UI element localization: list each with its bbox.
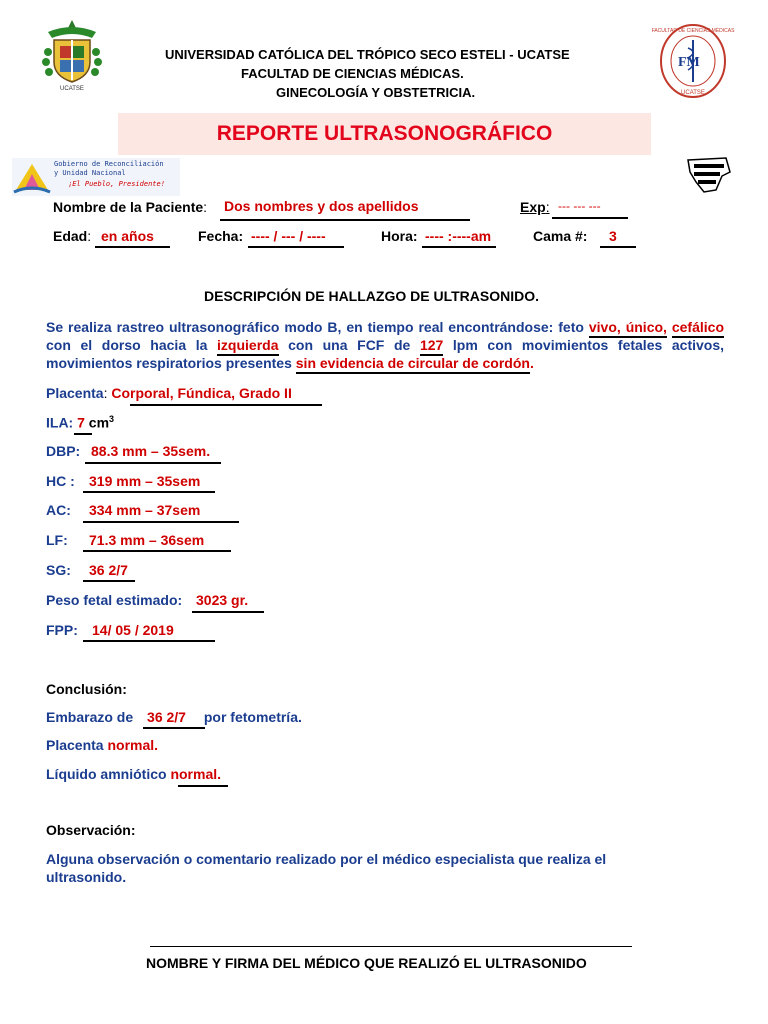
findings-paragraph: Se realiza rastreo ultrasonográfico modo B, en tiempo real encontrándose: feto vivo, único, cefálico con el dorso hacia la izquierda con una FCF de 127 lpm con movimientos fetales activos, movimientos respiratorios presentes sin evidencia de circular de cordón. [46, 318, 724, 372]
conclusion-gestation-value: 36 2/7 [147, 709, 186, 725]
dbp-underline [85, 462, 221, 464]
fpp-value[interactable]: 14/ 05 / 2019 [92, 622, 174, 638]
cord-status: sin evidencia de circular de cordón [296, 355, 530, 374]
fetal-presentation: cefálico [672, 319, 724, 338]
fetus-status: vivo, único, [589, 319, 667, 338]
observation-heading: Observación: [46, 822, 136, 838]
sg-underline [83, 580, 135, 582]
time-label: Hora: [381, 228, 418, 244]
placenta-row: Placenta: Corporal, Fúndica, Grado II [46, 385, 292, 401]
time-value[interactable]: ---- :----am [425, 228, 492, 244]
dbp-value[interactable]: 88.3 mm – 35sem. [91, 443, 211, 459]
ac-label: AC: [46, 502, 71, 518]
date-underline [248, 246, 344, 248]
conclusion-placenta: Placenta normal. [46, 737, 159, 753]
placenta-underline [130, 404, 322, 406]
svg-text:FM: FM [678, 55, 700, 70]
signature-caption: NOMBRE Y FIRMA DEL MÉDICO QUE REALIZÓ EL ULTRASONIDO [146, 955, 587, 971]
lf-underline [83, 550, 231, 552]
date-label: Fecha: [198, 228, 244, 244]
exp-label: Exp: [520, 199, 550, 215]
age-underline [95, 246, 170, 248]
sg-label: SG: [46, 562, 71, 578]
department-name: GINECOLOGÍA Y OBSTETRICIA. [276, 85, 476, 100]
ila-value: 7 [77, 414, 85, 431]
patient-name-value[interactable]: Dos nombres y dos apellidos [224, 198, 419, 214]
faculty-name: FACULTAD DE CIENCIAS MÉDICAS. [241, 66, 464, 81]
lf-label: LF: [46, 532, 68, 548]
lf-value[interactable]: 71.3 mm – 36sem [89, 532, 205, 548]
conclusion-fluid-underline [178, 785, 228, 787]
conclusion-placenta-value: normal [107, 737, 155, 753]
bed-label: Cama #: [533, 228, 588, 244]
conclusion-fluid-value: normal [170, 766, 218, 782]
university-name: UNIVERSIDAD CATÓLICA DEL TRÓPICO SECO ESTELI - UCATSE [165, 47, 570, 62]
hc-underline [83, 491, 215, 493]
ac-underline [83, 521, 239, 523]
fcf-value: 127 [420, 337, 443, 356]
faculty-medicine-logo [651, 22, 735, 100]
age-value[interactable]: en años [101, 228, 154, 244]
patient-name-underline [220, 219, 470, 221]
conclusion-gestation: Embarazo de 36 2/7 por fetometría. [46, 709, 302, 725]
fetal-weight-value[interactable]: 3023 gr. [196, 592, 249, 608]
sg-value[interactable]: 36 2/7 [89, 562, 128, 578]
fpp-underline [83, 640, 215, 642]
findings-heading: DESCRIPCIÓN DE HALLAZGO DE ULTRASONIDO. [204, 288, 539, 304]
conclusion-gestation-underline [143, 727, 205, 729]
date-value[interactable]: ---- / --- / ---- [251, 228, 326, 244]
government-logo: Gobierno de Reconciliación y Unidad Nacional ¡El Pueblo, Presidente! [12, 158, 180, 196]
conclusion-fluid: Líquido amniótico normal. [46, 766, 222, 782]
map-logo [686, 154, 732, 196]
conclusion-heading: Conclusión: [46, 681, 127, 697]
ac-value[interactable]: 334 mm – 37sem [89, 502, 201, 518]
ila-underline [74, 433, 92, 435]
fetal-weight-label: Peso fetal estimado: [46, 592, 183, 608]
placenta-value: Corporal, Fúndica, Grado II [111, 385, 292, 401]
fpp-label: FPP: [46, 622, 78, 638]
hc-label: HC : [46, 473, 75, 489]
ila-row: ILA: 7 $cm^3$ [46, 414, 115, 431]
exp-underline [552, 217, 628, 219]
svg-text:UCATSE: UCATSE [681, 90, 705, 96]
svg-text:FACULTAD DE CIENCIAS MÉDICAS: FACULTAD DE CIENCIAS MÉDICAS [651, 28, 735, 34]
hc-value[interactable]: 319 mm – 35sem [89, 473, 201, 489]
patient-name-label: Nombre de la Paciente: [53, 199, 208, 215]
report-title: REPORTE ULTRASONOGRÁFICO [118, 113, 651, 155]
exp-value[interactable]: --- --- --- [558, 199, 601, 213]
age-label: Edad: [53, 228, 92, 244]
observation-text: Alguna observación o comentario realizado por el médico especialista que realiza el ultrasonido. [46, 851, 607, 885]
dbp-label: DBP: [46, 443, 81, 459]
svg-text:UCATSE: UCATSE [60, 86, 84, 92]
dorsum-side: izquierda [217, 337, 278, 356]
bed-value[interactable]: 3 [609, 228, 617, 244]
signature-line [150, 946, 632, 947]
fetal-weight-underline [192, 611, 264, 613]
bed-underline [600, 246, 636, 248]
ucatse-crest-logo [40, 18, 104, 92]
time-underline [422, 246, 496, 248]
